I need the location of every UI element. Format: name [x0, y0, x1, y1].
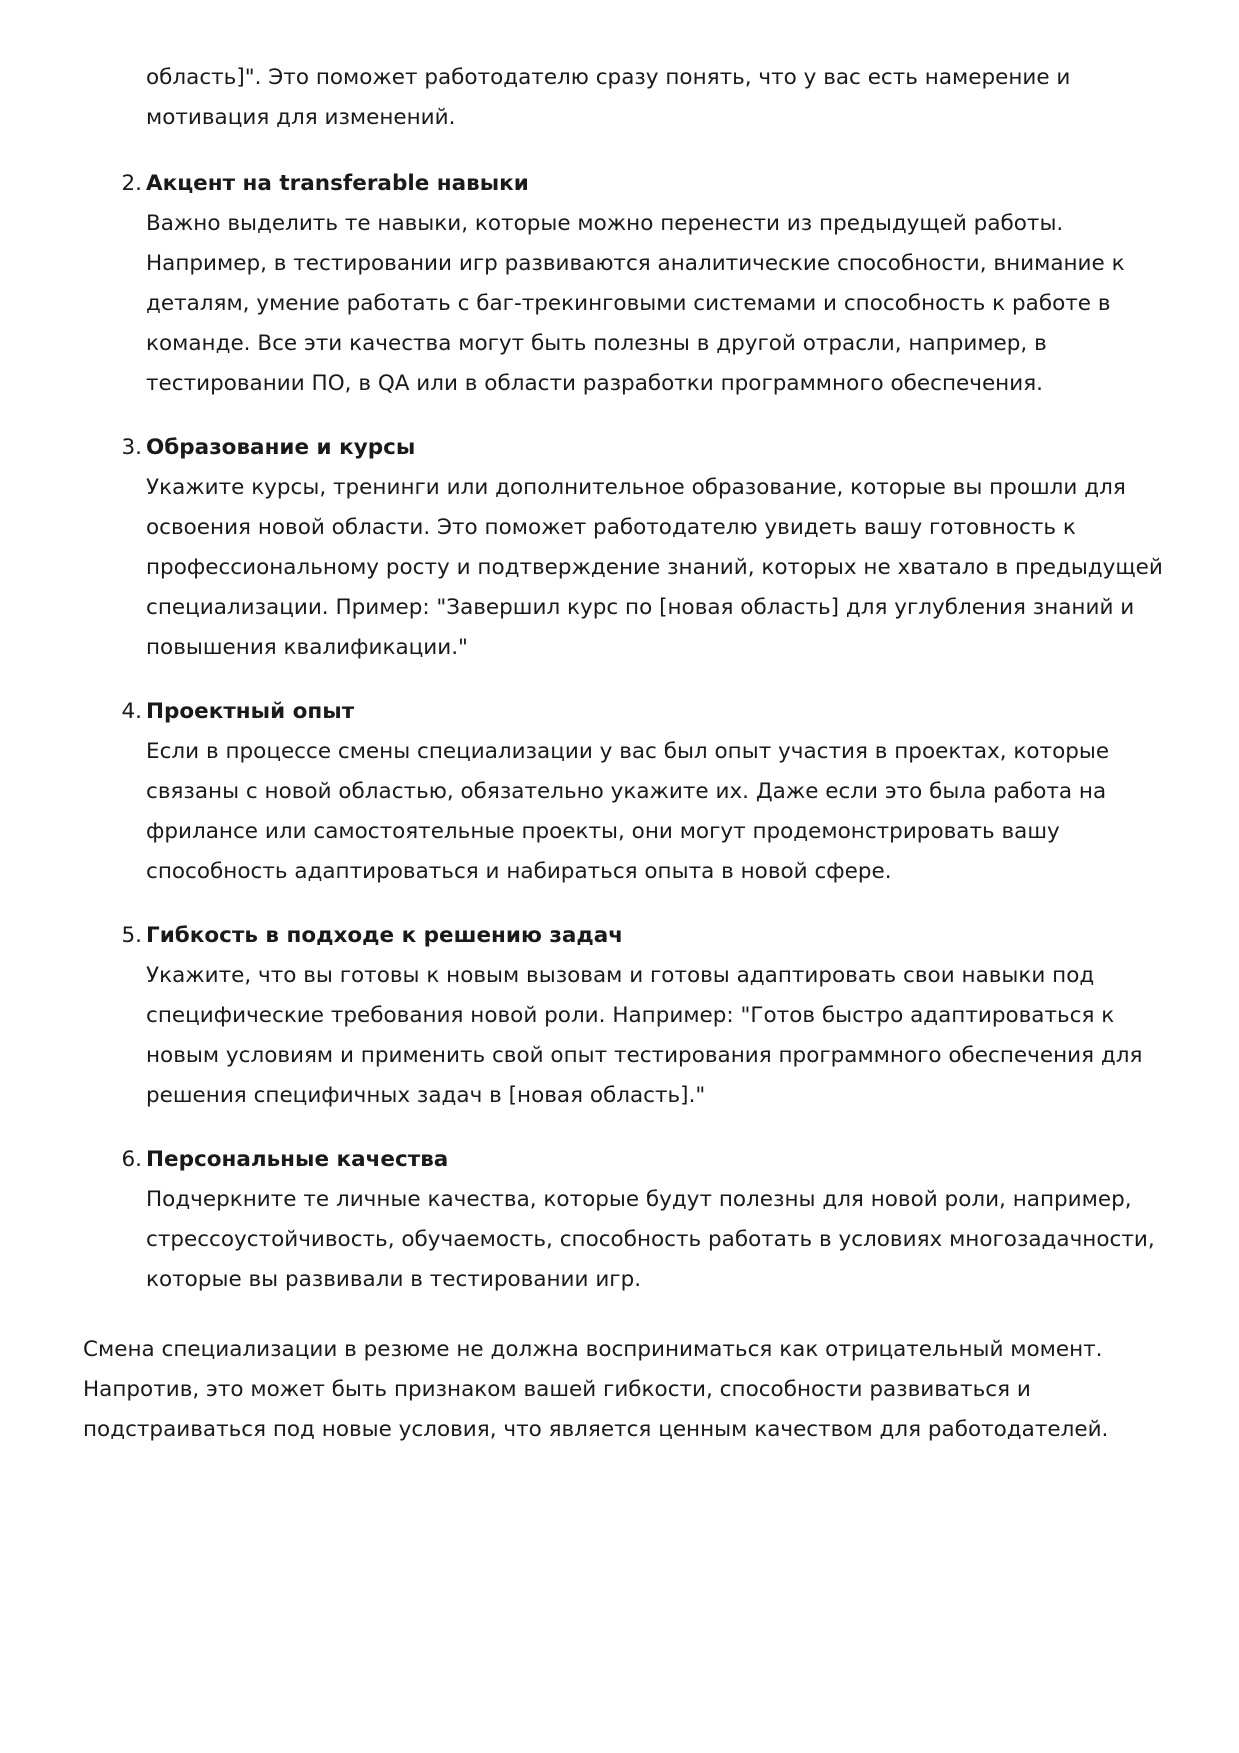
list-item — [121, 692, 1166, 892]
list-item-title: Проектный опыт — [146, 699, 355, 724]
list-item-title: Гибкость в подходе к решению задач — [146, 923, 623, 948]
list-item-number: 2. — [121, 171, 142, 196]
list-item-body: Важно выделить те навыки, которые можно перенести из предыдущей работы. Например, в тестировании игр развиваются аналитические способности, внимание к деталям, умение работать с баг-трекинговыми системами и способность к работе в команде. Все эти качества могут быть полезны в другой отрасли, например, в тестировании ПО, в QA или в области разработки программного обеспечения. — [146, 211, 1125, 396]
list-item-body: Если в процессе смены специализации у вас был опыт участия в проектах, которые связаны с новой областью, обязательно укажите их. Даже если это была работа на фрилансе или самостоятельные проекты, они могут продемонстрировать вашу способность адаптироваться и набираться опыта в новой сфере. — [146, 739, 1110, 884]
list-item-title: Акцент на transferable навыки — [146, 171, 529, 196]
tips-list — [121, 164, 1166, 1324]
list-item — [121, 916, 1166, 1116]
list-item-body: Укажите курсы, тренинги или дополнительное образование, которые вы прошли для освоения новой области. Это поможет работодателю увидеть вашу готовность к профессиональному росту и подтверждение знаний, которых не хватало в предыдущей специализации. Пример: "Завершил курс по [новая область] для углубления знаний и повышения квалификации." — [146, 475, 1163, 660]
list-item-title: Образование и курсы — [146, 435, 416, 460]
list-item-number: 3. — [121, 435, 142, 460]
list-item-body: Подчеркните те личные качества, которые будут полезны для новой роли, например, стрессоустойчивость, обучаемость, способность работать в условиях многозадачности, которые вы развивали в тестировании игр. — [146, 1187, 1155, 1292]
list-item — [121, 164, 1166, 404]
list-item — [121, 428, 1166, 668]
list-item-number: 4. — [121, 699, 142, 724]
intro-continuation-paragraph: область]". Это поможет работодателю сразу понять, что у вас есть намерение и мотивация для изменений. — [146, 65, 1071, 130]
list-item-body: Укажите, что вы готовы к новым вызовам и готовы адаптировать свои навыки под специфические требования новой роли. Например: "Готов быстро адаптироваться к новым условиям и применить свой опыт тестирования программного обеспечения для решения специфичных задач в [новая область]." — [146, 963, 1143, 1108]
list-item-number: 6. — [121, 1147, 142, 1172]
list-item-title: Персональные качества — [146, 1147, 449, 1172]
list-item — [121, 1140, 1166, 1300]
list-item-number: 5. — [121, 923, 142, 948]
conclusion-paragraph: Смена специализации в резюме не должна восприниматься как отрицательный момент. Напротив, это может быть признаком вашей гибкости, способности развиваться и подстраиваться под новые условия, что является ценным качеством для работодателей. — [83, 1337, 1109, 1442]
